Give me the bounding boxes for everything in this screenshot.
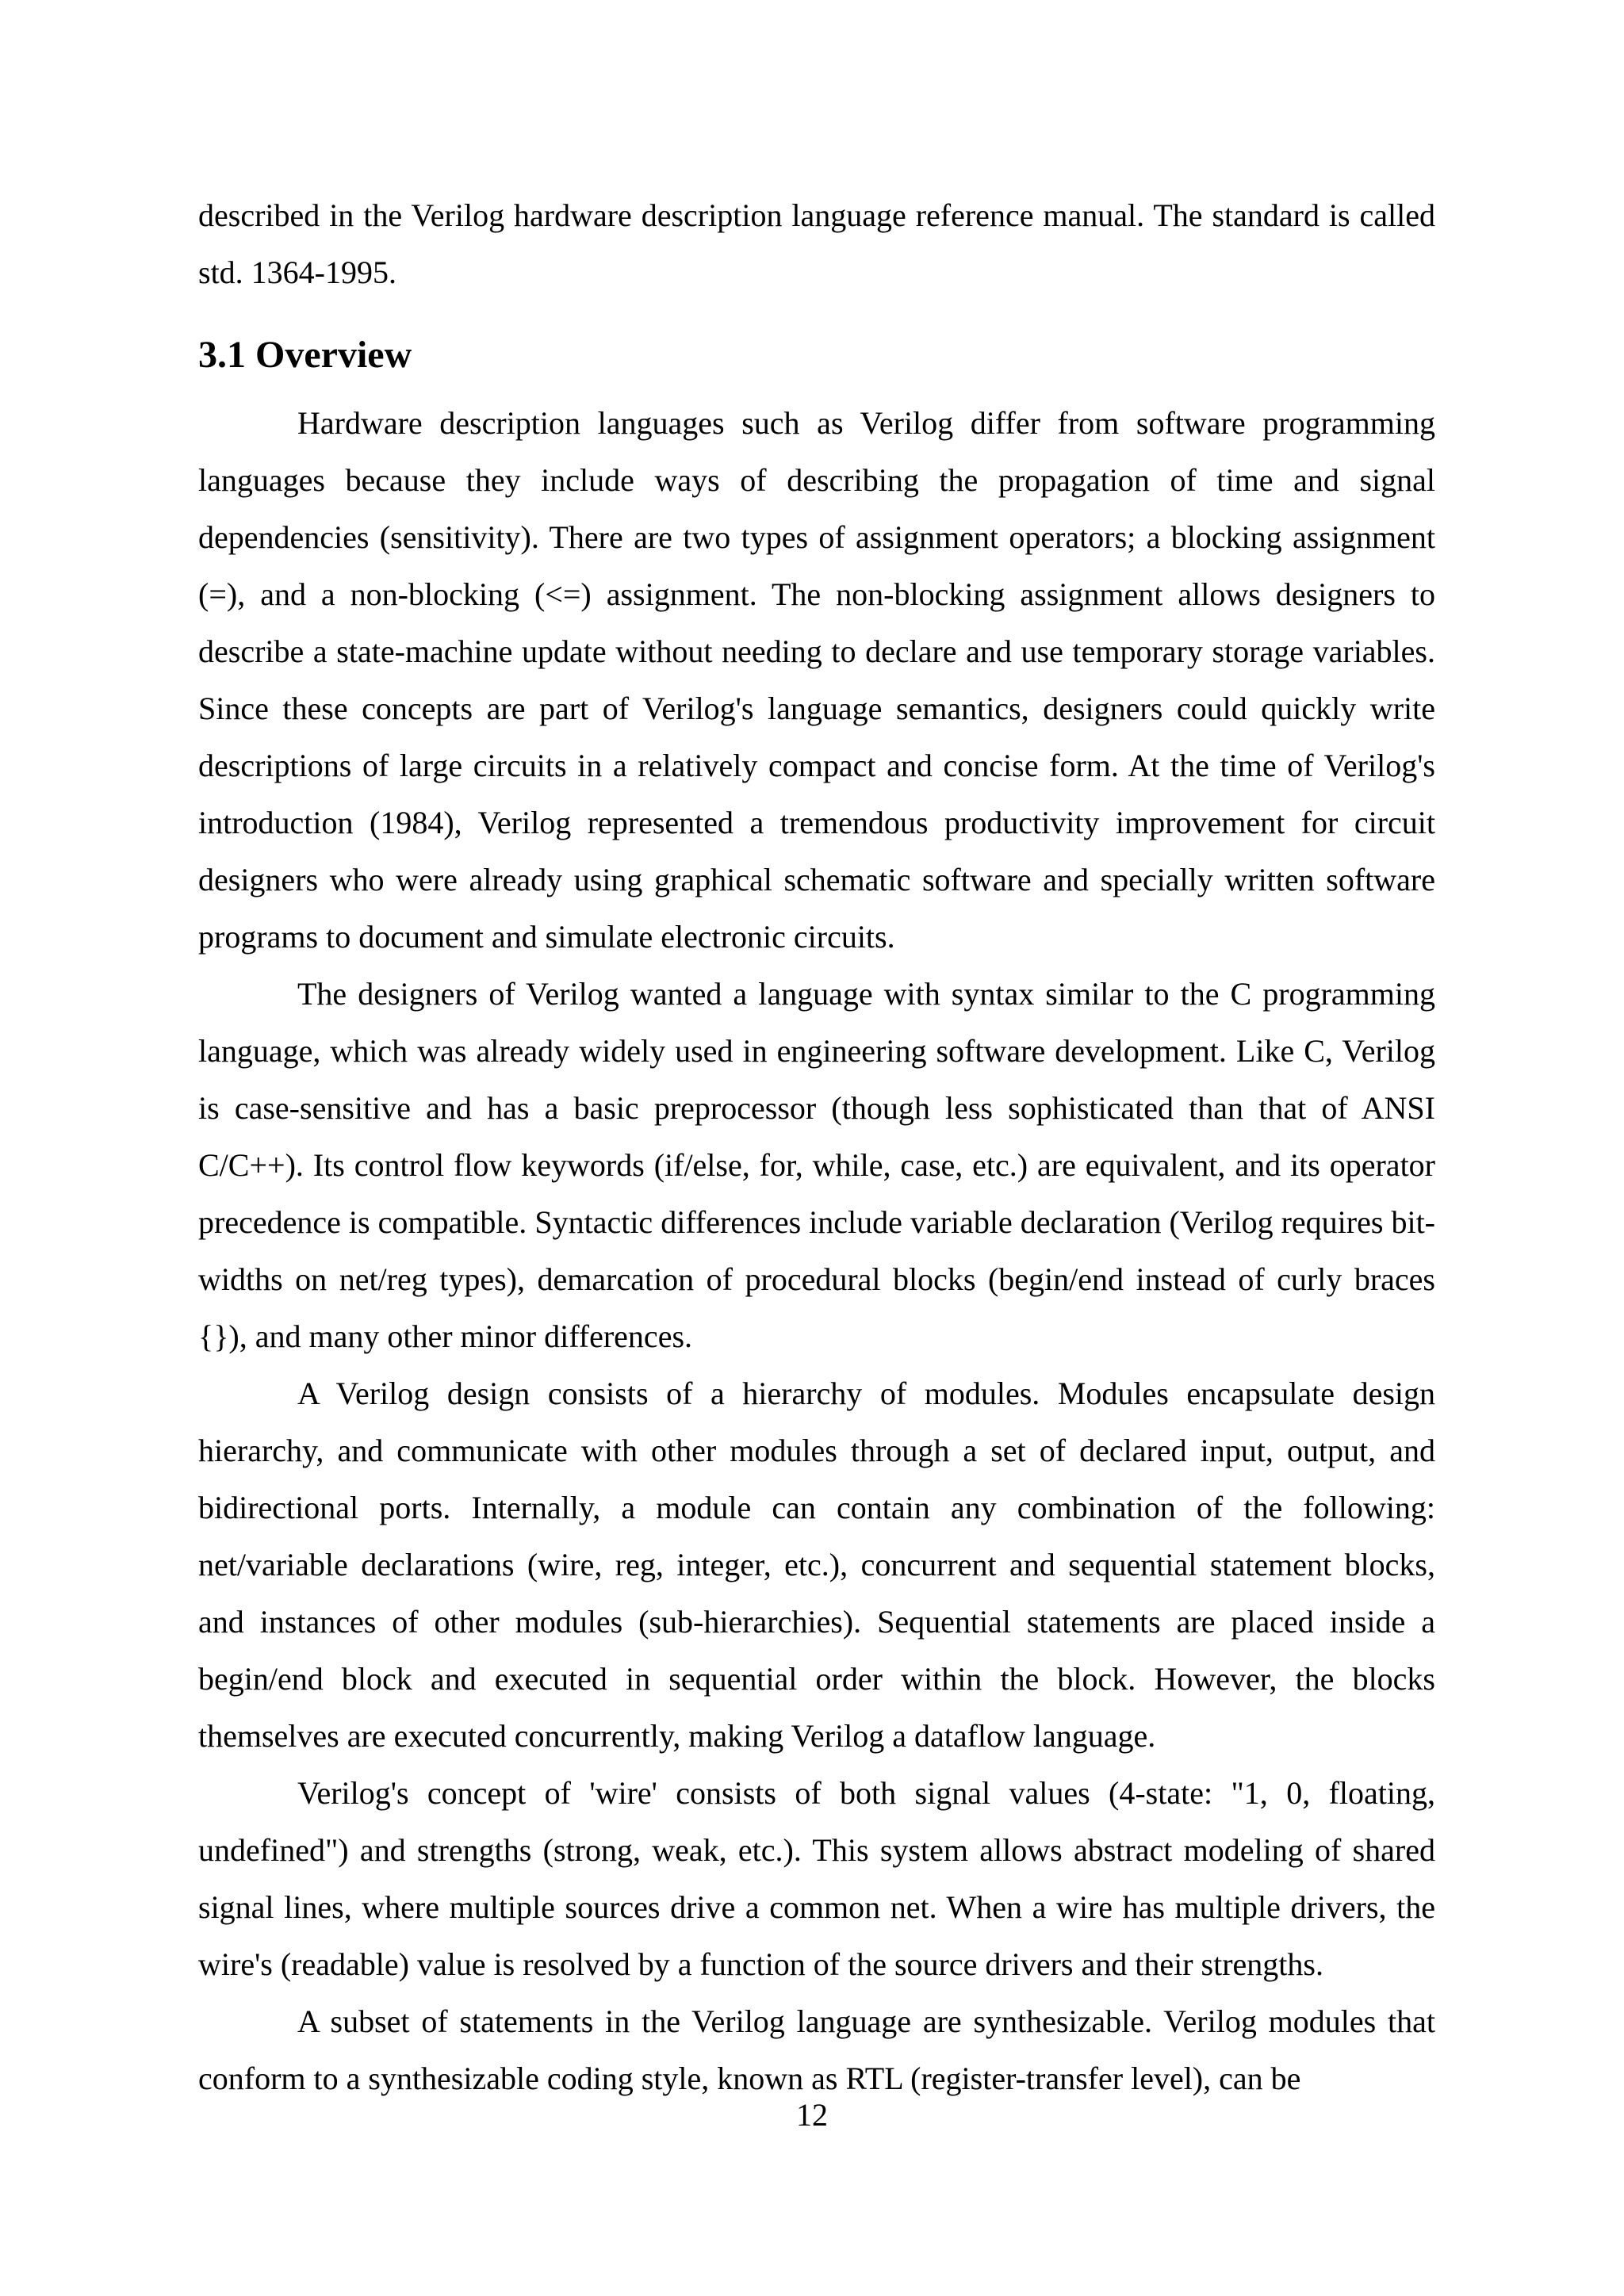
- intro-paragraph: [198, 187, 1435, 301]
- section-heading: 3.1 Overview: [198, 334, 412, 376]
- paragraph-synthesis: A subset of statements in the Verilog language are synthesizable. Verilog modules that conform to a synthesizable coding style, known as RTL (register-transfer level), can be: [198, 2003, 1435, 2096]
- paragraph-modules: A Verilog design consists of a hierarchy of modules. Modules encapsulate design hierarchy, and communicate with other modules through a set of declared input, output, and bidirectional ports. Internally, a module can contain any combination of the following: net/variable declarations (wire, reg, integer, etc.), concurrent and sequential statement blocks, and instances of other modules (sub-hierarchies). Sequential statements are placed inside a begin/end block and executed in sequential order within the block. However, the blocks themselves are executed concurrently, making Verilog a dataflow language.: [198, 1376, 1435, 1754]
- section-body: [198, 395, 1435, 2107]
- paragraph-wire: Verilog's concept of 'wire' consists of both signal values (4-state: "1, 0, floating, undefined") and strengths (strong, weak, etc.). This system allows abstract modeling of shared signal lines, where multiple sources drive a common net. When a wire has multiple drivers, the wire's (readable) value is resolved by a function of the source drivers and their strengths.: [198, 1775, 1435, 1982]
- paragraph-propagation: Hardware description languages such as Verilog differ from software programming languages because they include ways of describing the propagation of time and signal dependencies (sensitivity). There are two types of assignment operators; a blocking assignment (=), and a non-blocking (<=) assignment. The non-blocking assignment allows designers to describe a state-machine update without needing to declare and use temporary storage variables. Since these concepts are part of Verilog's language semantics, designers could quickly write descriptions of large circuits in a relatively compact and concise form. At the time of Verilog's introduction (1984), Verilog represented a tremendous productivity improvement for circuit designers who were already using graphical schematic software and specially written software programs to document and simulate electronic circuits.: [198, 405, 1435, 955]
- paragraph-syntax: The designers of Verilog wanted a language with syntax similar to the C programming language, which was already widely used in engineering software development. Like C, Verilog is case-sensitive and has a basic preprocessor (though less sophisticated than that of ANSI C/C++). Its control flow keywords (if/else, for, while, case, etc.) are equivalent, and its operator precedence is compatible. Syntactic differences include variable declaration (Verilog requires bit-widths on net/reg types), demarcation of procedural blocks (begin/end instead of curly braces {}), and many other minor differences.: [198, 976, 1435, 1354]
- page-number: 12: [796, 2097, 828, 2133]
- intro-text: described in the Verilog hardware description language reference manual. The standard is called std. 1364-1995.: [198, 197, 1435, 290]
